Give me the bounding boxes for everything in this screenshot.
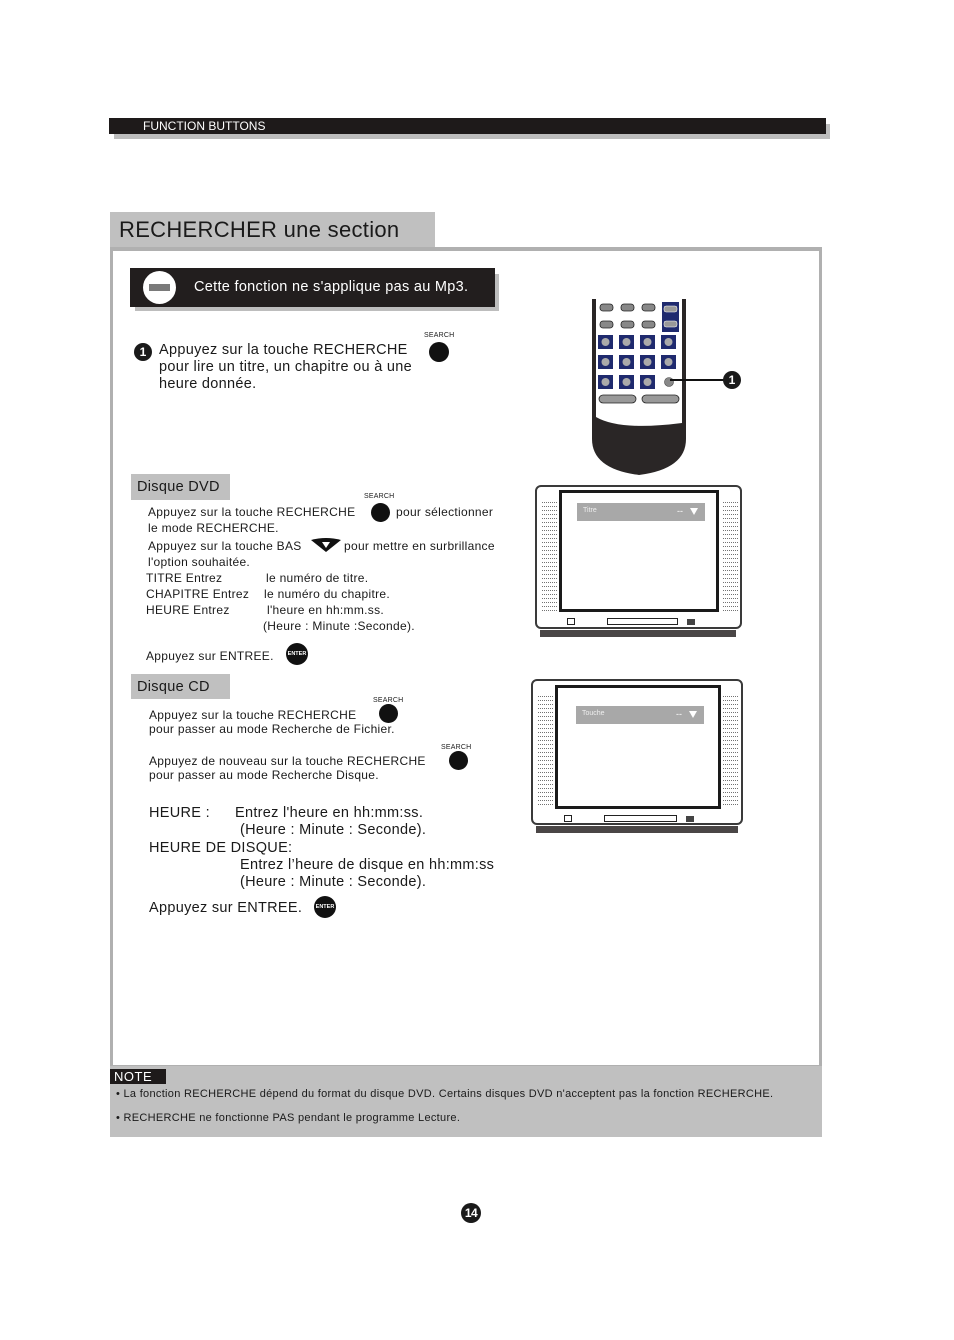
cd-enter-text: Appuyez sur ENTREE.	[149, 900, 303, 916]
note-item-1: • La fonction RECHERCHE dépend du format du disque DVD. Certains disques DVD n'acceptent pas la fonction RECHERCHE.	[116, 1088, 774, 1100]
osd-value: --	[677, 506, 683, 516]
cd-disque-line1: Entrez l’heure de disque en hh:mm:ss	[240, 857, 495, 873]
dvd-row-label-titre: TITRE Entrez	[146, 571, 223, 585]
tv-speaker-left	[541, 502, 557, 612]
cd-disque-label: HEURE DE DISQUE:	[149, 840, 293, 856]
dvd-tv-illustration	[534, 484, 744, 639]
cd-search-label-2: SEARCH	[441, 744, 472, 751]
osd-dropdown-arrow-icon	[690, 508, 698, 515]
dvd-p1-before: Appuyez sur la touche RECHERCHE	[148, 505, 356, 519]
header-bar: FUNCTION BUTTONS	[109, 118, 826, 134]
cd-search-button-icon-2	[449, 751, 468, 770]
cd-tv-illustration	[530, 678, 745, 835]
tv-speaker-left	[537, 696, 553, 808]
tv-speaker-right	[722, 696, 738, 808]
mp3-warning-banner: Cette fonction ne s'applique pas au Mp3.	[130, 268, 495, 307]
search-button-label: SEARCH	[424, 332, 455, 339]
callout-line	[670, 379, 724, 381]
dvd-enter-text: Appuyez sur ENTREE.	[146, 649, 274, 663]
tv-speaker-right	[722, 502, 738, 612]
no-entry-icon	[143, 271, 176, 304]
tv-base	[536, 826, 738, 833]
cd-heure-line1: Entrez l'heure en hh:mm:ss.	[235, 805, 424, 821]
dvd-p2-line2: l'option souhaitée.	[148, 555, 251, 569]
step1-text	[159, 342, 412, 393]
step1-line3: heure donnée.	[159, 376, 257, 392]
dvd-search-button-icon	[371, 503, 390, 522]
dvd-p1-line2: le mode RECHERCHE.	[148, 521, 279, 535]
down-arrow-button-icon	[311, 538, 341, 552]
step1-line2: pour lire un titre, un chapitre ou à une	[159, 359, 413, 375]
cd-search-label-1: SEARCH	[373, 697, 404, 704]
dvd-p1-after: pour sélectionner	[396, 505, 494, 519]
cd-p2-line2: pour passer au mode Recherche Disque.	[149, 768, 379, 782]
tv-power-button-icon	[567, 618, 575, 625]
cd-section-tab: Disque CD	[131, 674, 230, 699]
cd-enter-button-icon: ENTER	[314, 896, 336, 918]
cd-p1-line2: pour passer au mode Recherche de Fichier.	[149, 722, 395, 736]
note-label: NOTE	[110, 1069, 166, 1084]
dvd-row-label-chapitre: CHAPITRE Entrez	[146, 587, 250, 601]
osd-dropdown-arrow-icon	[689, 711, 697, 718]
osd-label: Titre	[583, 507, 597, 514]
osd-value: --	[676, 709, 682, 719]
cd-disque-line2: (Heure : Minute : Seconde).	[240, 874, 427, 890]
step1-line1: Appuyez sur la touche RECHERCHE	[159, 342, 408, 358]
callout-number-1: 1	[723, 371, 741, 389]
step-number-1: 1	[134, 343, 152, 361]
tv-osd-bar	[577, 503, 705, 521]
note-box	[110, 1066, 822, 1137]
tv-indicator-icon	[687, 619, 695, 625]
dvd-section-tab: Disque DVD	[131, 474, 230, 500]
dvd-search-label: SEARCH	[364, 493, 395, 500]
tv-power-button-icon	[564, 815, 572, 822]
cd-heure-line2: (Heure : Minute : Seconde).	[240, 822, 427, 838]
dvd-rows-note: (Heure : Minute :Seconde).	[263, 619, 415, 633]
search-button-icon	[429, 342, 449, 362]
cd-p1-line1: Appuyez sur la touche RECHERCHE	[149, 708, 357, 722]
dvd-p2-after: pour mettre en surbrillance	[344, 539, 495, 553]
tv-screen	[555, 685, 721, 809]
cd-p2-line1: Appuyez de nouveau sur la touche RECHERCHE	[149, 754, 426, 768]
tv-indicator-icon	[686, 816, 694, 822]
tv-base	[540, 630, 736, 637]
note-item-2: • RECHERCHE ne fonctionne PAS pendant le programme Lecture.	[116, 1112, 461, 1124]
cd-heure-label: HEURE :	[149, 805, 210, 821]
remote-control	[590, 299, 688, 475]
dvd-row-value-titre: le numéro de titre.	[266, 571, 369, 585]
dvd-row-value-chapitre: le numéro du chapitre.	[264, 587, 391, 601]
remote-control-icon	[590, 299, 688, 475]
dvd-enter-button-icon: ENTER	[286, 643, 308, 665]
dvd-p2-before: Appuyez sur la touche BAS	[148, 539, 302, 553]
section-title: RECHERCHER une section	[110, 212, 435, 248]
dvd-row-label-heure: HEURE Entrez	[146, 603, 230, 617]
tv-slot	[607, 618, 678, 625]
tv-osd-bar	[576, 706, 704, 724]
dvd-row-value-heure: l'heure en hh:mm.ss.	[267, 603, 385, 617]
osd-label: Touche	[582, 710, 605, 717]
page-number: 14	[461, 1203, 481, 1223]
tv-slot	[604, 815, 677, 822]
